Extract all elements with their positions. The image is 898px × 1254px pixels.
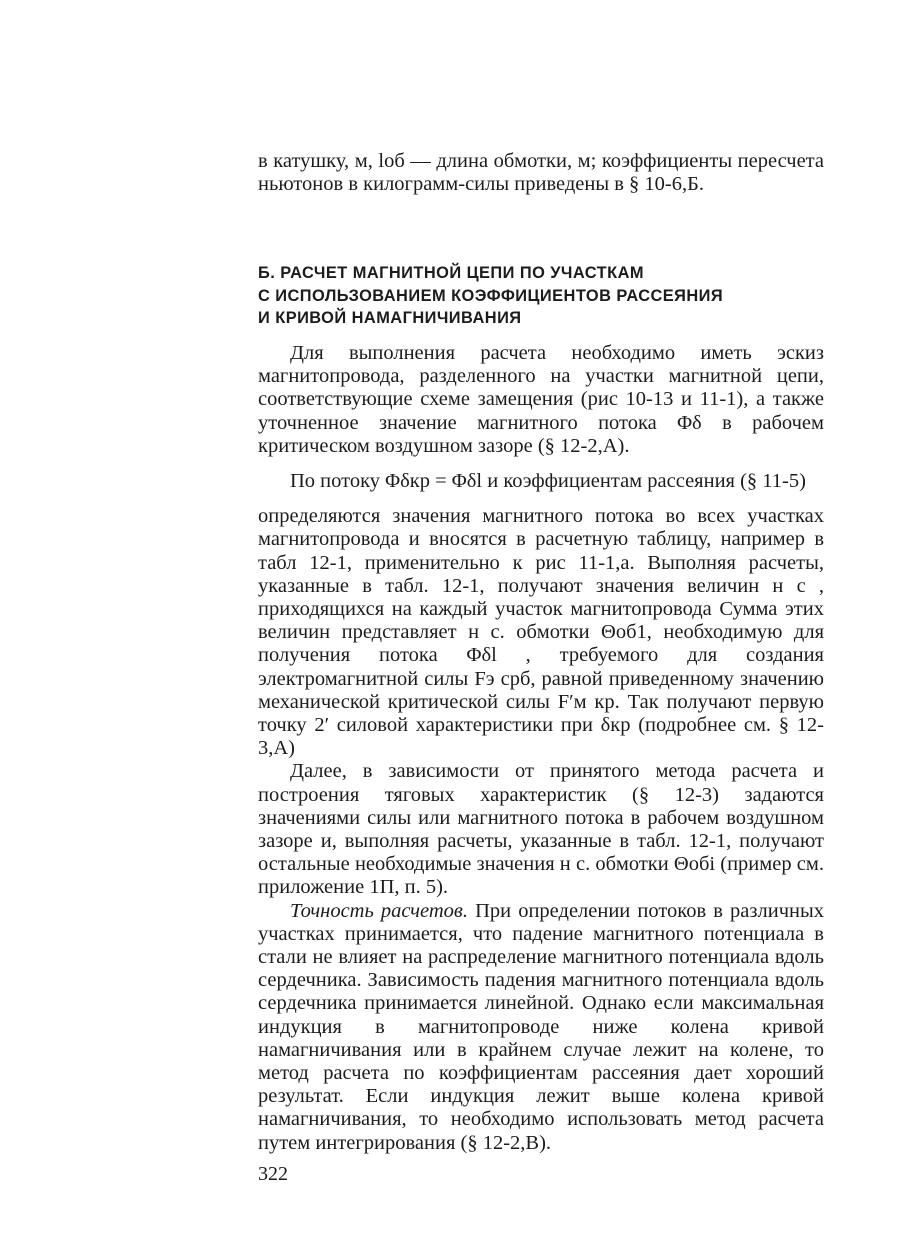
heading-line-3: И КРИВОЙ НАМАГНИЧИВАНИЯ bbox=[258, 309, 522, 328]
accuracy-text: При определении потоков в различных участках принимается, что падение магнитного потенциала в стали не влияет на распределение магнитного потенциала вдоль сердечника. Зависимость падения магнитного потенциала вдоль сердечника принимается линейной. Однако если максимальная индукция в магнитопроводе ниже колена кривой намагничивания или в крайнем случае лежит на колене, то метод расчета по коэффициентам рассеяния дает хороший результат. Если индукция лежит выше колена кривой намагничивания, то необходимо использовать метод расчета путем интегрирования (§ 12-2,В). bbox=[258, 899, 825, 1154]
paragraph-flux-formula: По потоку Φδкр = Φδl и коэффициентам рассеяния (§ 11-5) bbox=[290, 469, 806, 492]
page-body bbox=[258, 150, 824, 1186]
section-heading bbox=[258, 262, 824, 330]
paragraph-further-steps: Далее, в зависимости от принятого метода расчета и построения тяговых характеристик (§ 12-3) задаются значениями силы или магнитного потока в рабочем воздушном зазоре и, выполняя расчеты, указанные в табл. 12-1, получают остальные необходимые значения н с. обмотки Θобi (пример см. приложение 1П, п. 5). bbox=[258, 760, 824, 899]
heading-line-1: Б. РАСЧЕТ МАГНИТНОЙ ЦЕПИ ПО УЧАСТКАМ bbox=[258, 264, 644, 283]
heading-line-2: С ИСПОЛЬЗОВАНИЕМ КОЭФФИЦИЕНТОВ РАССЕЯНИЯ bbox=[258, 286, 724, 305]
paragraph-requirements: Для выполнения расчета необходимо иметь эскиз магнитопровода, разделенного на участки магнитной цепи, соответствующие схеме замещения (рис 10-13 и 11-1), а также уточненное значение магнитного потока Φδ в рабочем критическом воздушном зазоре (§ 12-2,А). bbox=[258, 341, 824, 457]
page-number: 322 bbox=[258, 1162, 288, 1185]
accuracy-lead: Точность расчетов. bbox=[290, 899, 468, 922]
paragraph-accuracy bbox=[258, 900, 824, 1155]
paragraph-calculation: определяются значения магнитного потока во всех участках магнитопровода и вносятся в расчетную таблицу, например в табл 12-1, применительно к рис 11-1,а. Выполняя расчеты, указанные в табл. 12-1, получают значения величин н с , приходящихся на каждый участок магнитопровода Сумма этих величин представляет н с. обмотки Θоб1, необходимую для получения потока Φδl , требуемого для создания электромагнитной силы Fэ срб, равной приведенному значению механической критической силы F′м кр. Так получают первую точку 2′ силовой характеристики при δкр (подробнее см. § 12-3,А) bbox=[258, 505, 824, 760]
paragraph-continuation: в катушку, м, lоб — длина обмотки, м; коэффициенты пересчета ньютонов в килограмм-силы приведены в § 10-6,Б. bbox=[258, 150, 824, 196]
